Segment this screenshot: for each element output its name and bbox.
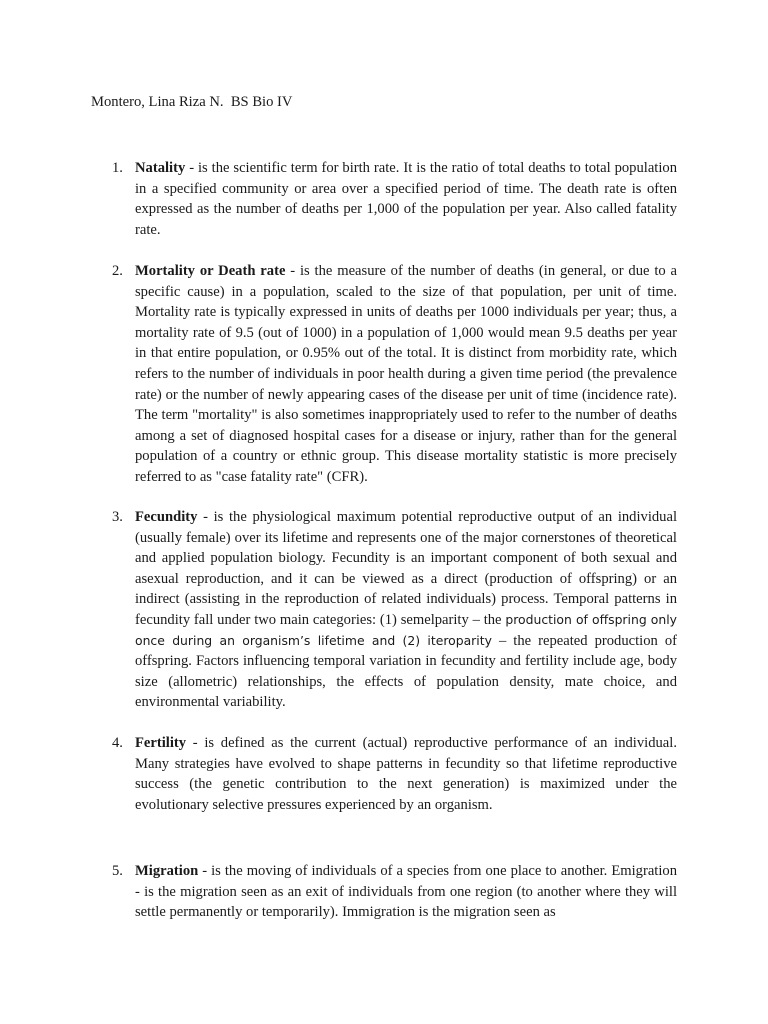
term-migration: Migration	[135, 863, 199, 879]
list-item-fertility	[112, 733, 677, 815]
author-name: Montero, Lina Riza N.	[91, 94, 224, 110]
definition-text: - is the scientific term for birth rate. It is the ratio of total deaths to total population in a specified community or area over a specified period of time. The death rate is often expressed as the number of deaths per 1,000 of the population per year. Also called fatality rate.	[135, 160, 677, 238]
list-number: 4.	[112, 735, 123, 751]
definition-text: - is defined as the current (actual) reproductive performance of an individual. Many strategies have evolved to shape patterns in fecundity so that lifetime reproductive success (the genetic contribution to the next generation) is maximized under the evolutionary selective pressures experienced by an organism.	[135, 735, 677, 813]
list-item-body	[135, 158, 677, 240]
author-line	[91, 92, 292, 112]
term-natality: Natality	[135, 160, 186, 176]
list-number: 5.	[112, 863, 123, 879]
definition-text: - is the moving of individuals of a species from one place to another. Emigration - is the migration seen as an exit of individuals from one region (to another where they will settle permanently or temporarily). Immigration is the migration seen as	[135, 863, 677, 921]
list-item-body	[135, 261, 677, 488]
list-number: 1.	[112, 160, 123, 176]
list-item-body	[135, 733, 677, 815]
list-number: 2.	[112, 263, 123, 279]
term-fertility: Fertility	[135, 735, 187, 751]
list-item-migration	[112, 861, 677, 923]
term-fecundity: Fecundity	[135, 509, 198, 525]
list-item-fecundity	[112, 507, 677, 713]
list-number: 3.	[112, 509, 123, 525]
definition-text: – the repeated production of offspring. Factors influencing temporal variation in fecundity and fertility include age, body size (allometric) relationships, the effects of population density, mate choice, and environmental variability.	[135, 632, 678, 711]
list-item-mortality	[112, 261, 677, 488]
list-item-natality	[112, 158, 677, 240]
list-item-body	[135, 861, 677, 923]
list-item-body	[135, 507, 677, 713]
term-mortality: Mortality or Death rate	[135, 263, 286, 279]
definition-text: - is the physiological maximum potential reproductive output of an individual (usually female) over its lifetime and represents one of the major cornerstones of theoretical and applied population biology. Fecundity is an important component of both sexual and asexual reproduction, and it can be viewed as a direct (production of offspring) or an indirect (assisting in the reproduction of related individuals) process. Temporal patterns in fecundity fall under two main categories: (1) semelparity – the	[135, 509, 677, 628]
definition-text-sans: production of offspring only once during an organism’s lifetime and (2) iteroparity	[135, 611, 677, 648]
definition-text: - is the measure of the number of deaths (in general, or due to a specific cause) in a population, scaled to the size of that population, per unit of time. Mortality rate is typically expressed in units of deaths per 1000 individuals per year; thus, a mortality rate of 9.5 (out of 1000) in a population of 1,000 would mean 9.5 deaths per year in that entire population, or 0.95% out of the total. It is distinct from morbidity rate, which refers to the number of individuals in poor health during a given time period (the prevalence rate) or the number of newly appearing cases of the disease per unit of time (incidence rate). The term "mortality" is also sometimes inappropriately used to refer to the number of deaths among a set of diagnosed hospital cases for a disease or injury, rather than for the general population of a country or ethnic group. This disease mortality statistic is more precisely referred to as "case fatality rate" (CFR).	[135, 263, 677, 485]
course-label: BS Bio IV	[230, 94, 293, 110]
